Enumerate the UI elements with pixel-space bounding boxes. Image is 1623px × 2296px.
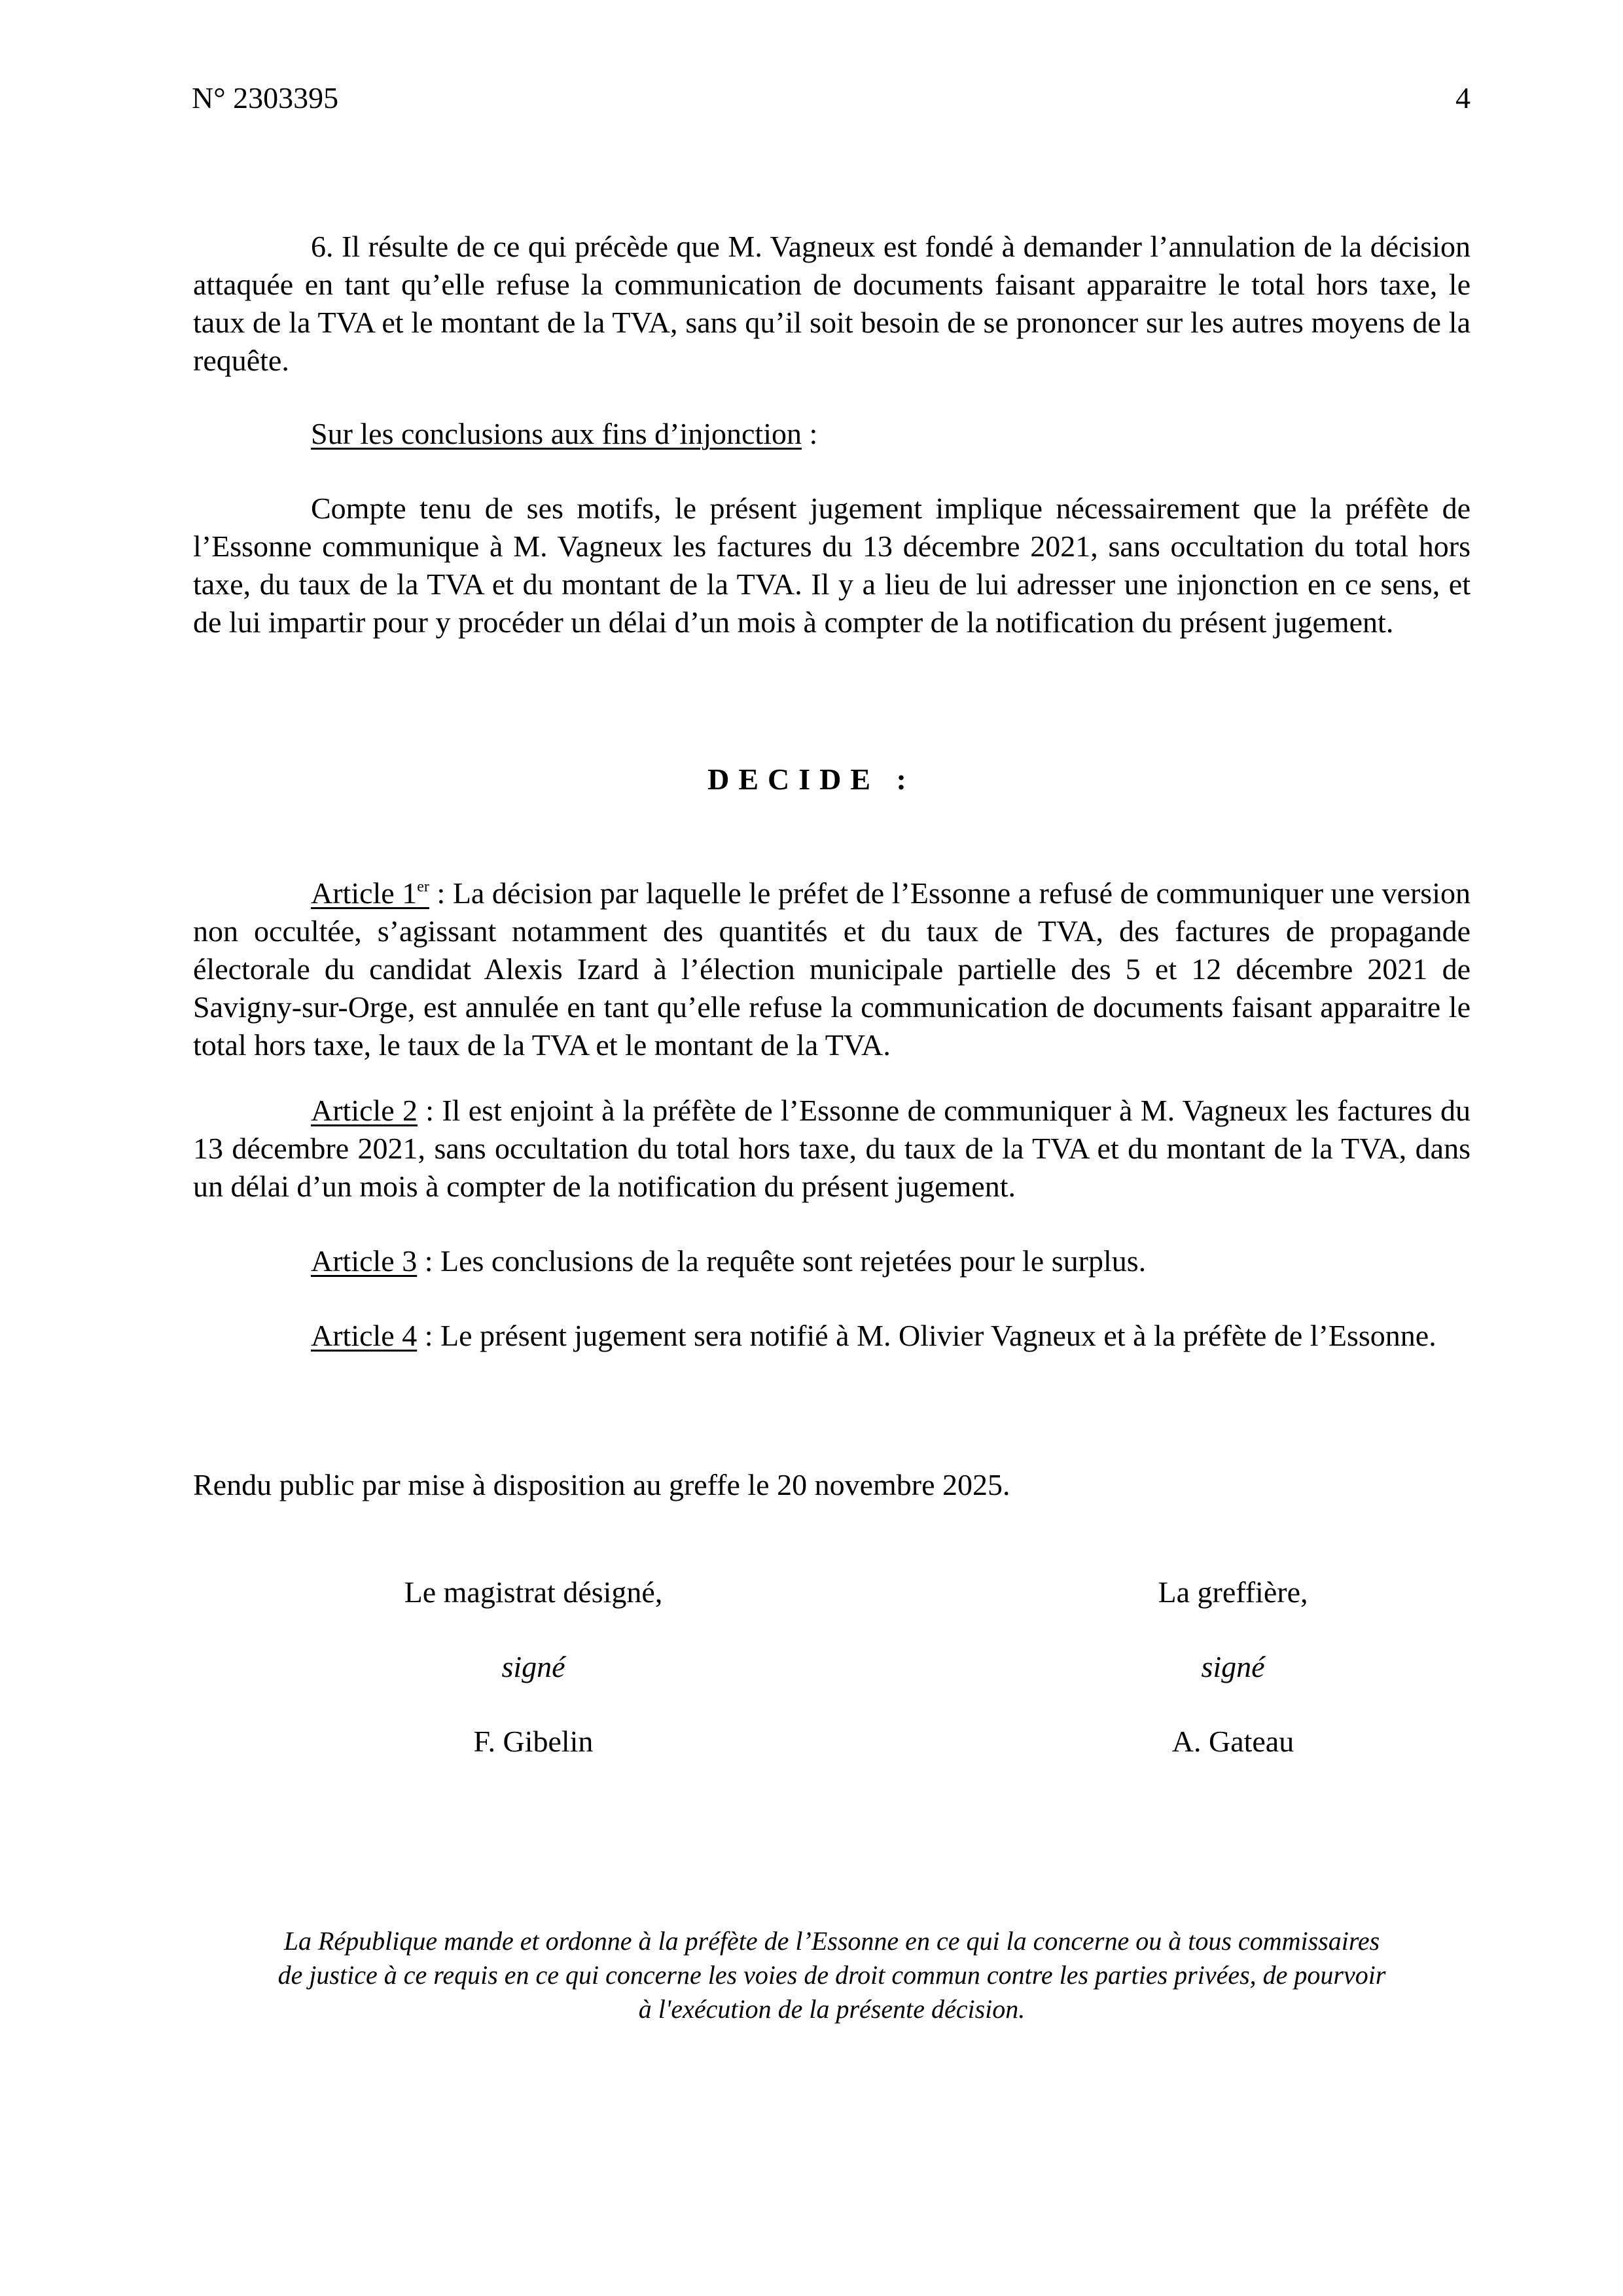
article-2-separator: :: [418, 1094, 442, 1127]
article-1-separator: :: [429, 876, 453, 910]
article-1-label-sup: er: [417, 878, 429, 895]
paragraph-6-text: 6. Il résulte de ce qui précède que M. Vagneux est fondé à demander l’annulation de la décision attaquée en tant qu’elle refuse la communication de documents faisant apparaitre le total hors taxe, le taux de la TVA et le montant de la TVA, sans qu’il soit besoin de se prononcer sur les autres moyens de la requête.: [193, 230, 1471, 377]
clerk-signed: signé: [1201, 1650, 1265, 1683]
article-1-text: La décision par laquelle le préfet de l’Essonne a refusé de communiquer une version non occultée, s’agissant notamment des quantités et du taux de TVA, des factures de propagande électorale du candidat Alexis Izard à l’élection municipale partielle des 5 et 12 décembre 2021 de Savigny-sur-Orge, est annulée en tant qu’elle refuse la communication de documents faisant apparaitre le total hors taxe, le taux de la TVA et le montant de la TVA.: [193, 876, 1471, 1062]
paragraph-6: [193, 228, 1471, 380]
magistrate-signed: signé: [501, 1650, 565, 1683]
article-2-label: Article 2: [311, 1094, 418, 1127]
executory-formula-line-2: de justice à ce requis en ce qui concerne les voies de droit commun contre les parties privées, de pourvoir: [277, 1960, 1386, 1990]
magistrate-name: F. Gibelin: [473, 1725, 594, 1758]
injunction-heading-text: Sur les conclusions aux fins d’injonction: [311, 417, 802, 450]
article-4-label: Article 4: [311, 1319, 418, 1352]
page-number: 4: [1455, 81, 1471, 115]
magistrate-role: Le magistrat désigné,: [404, 1575, 663, 1609]
article-3-text: Les conclusions de la requête sont rejetées pour le surplus.: [440, 1244, 1147, 1278]
executory-formula-line-3: à l'exécution de la présente décision.: [638, 1994, 1026, 2024]
article-2-text: Il est enjoint à la préfète de l’Essonne de communiquer à M. Vagneux les factures du 13 décembre 2021, sans occultation du total hors taxe, du taux de la TVA et du montant de la TVA, dans un délai d’un mois à compter de la notification du présent jugement.: [193, 1094, 1471, 1203]
article-1-label: [311, 876, 429, 910]
injunction-heading-colon: :: [801, 417, 818, 450]
injunction-paragraph-text: Compte tenu de ses motifs, le présent jugement implique nécessairement que la préfète de l’Essonne communique à M. Vagneux les factures du 13 décembre 2021, sans occultation du total hors taxe, du taux de la TVA et du montant de la TVA. Il y a lieu de lui adresser une injonction en ce sens, et de lui impartir pour y procéder un délai d’un mois à compter de la notification du présent jugement.: [193, 492, 1471, 639]
injunction-paragraph: [193, 490, 1471, 641]
article-4: [193, 1317, 1471, 1355]
article-3: [193, 1242, 1471, 1280]
case-number: N° 2303395: [192, 81, 339, 115]
article-3-separator: :: [417, 1244, 440, 1278]
article-4-text: Le présent jugement sera notifié à M. Olivier Vagneux et à la préfète de l’Essonne.: [440, 1319, 1436, 1352]
clerk-name: A. Gateau: [1171, 1725, 1294, 1758]
article-2: [193, 1092, 1471, 1206]
clerk-role: La greffière,: [1158, 1575, 1308, 1609]
executory-formula-line-1: La République mande et ordonne à la préfète de l’Essonne en ce qui la concerne ou à tous commissaires: [283, 1926, 1380, 1956]
article-3-label: Article 3: [311, 1244, 418, 1278]
decide-title: DECIDE :: [707, 762, 916, 796]
article-1-label-text: Article 1: [311, 876, 418, 910]
article-1: [193, 874, 1471, 1064]
injunction-heading: [193, 415, 1471, 453]
article-4-separator: :: [417, 1319, 440, 1352]
public-notice: [193, 1466, 1471, 1504]
public-notice-text: Rendu public par mise à disposition au greffe le 20 novembre 2025.: [193, 1468, 1010, 1501]
executory-formula: [193, 1924, 1471, 2026]
